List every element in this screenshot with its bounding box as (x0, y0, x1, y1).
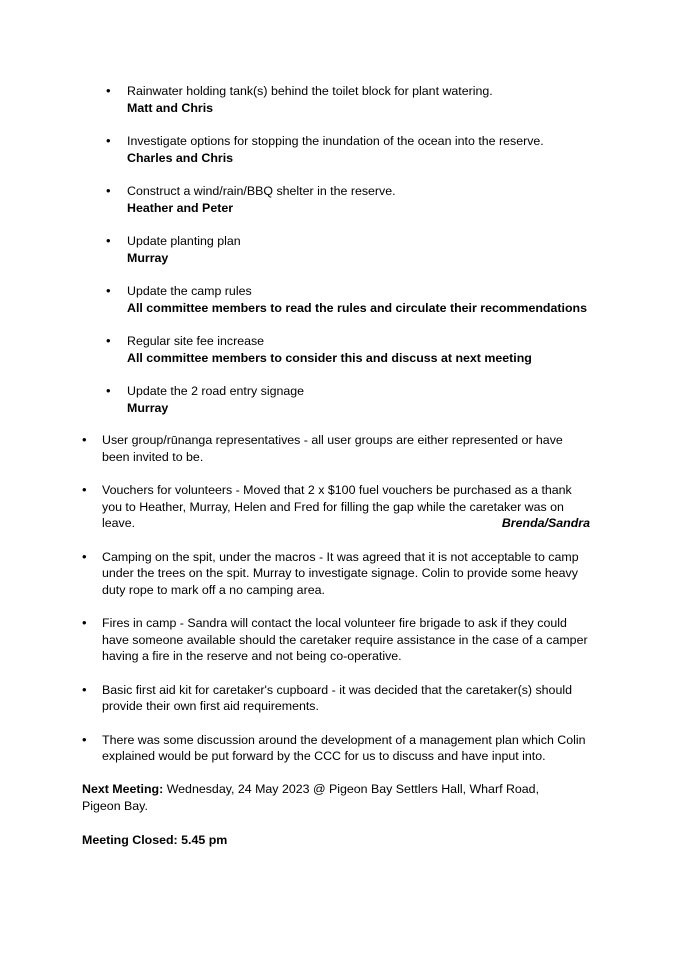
action-item-text: Update planting plan (127, 234, 241, 248)
action-item-owner: Murray (127, 250, 169, 265)
list-item (0, 83, 675, 133)
minutes-item-text: Vouchers for volunteers - Moved that 2 x $100 fuel vouchers be purchased as a thank you to Heather, Murray, Helen and Fred for filling the gap while the caretaker was on (102, 483, 572, 514)
list-item (0, 615, 675, 665)
next-meeting-details: Wednesday, 24 May 2023 @ Pigeon Bay Settlers Hall, Wharf Road, Pigeon Bay. (82, 782, 540, 813)
list-item (0, 732, 675, 765)
action-item-text: Regular site fee increase (127, 334, 265, 348)
action-item-owner: Murray (127, 400, 169, 415)
bullet: • (82, 731, 87, 747)
bullet: • (82, 482, 87, 497)
action-item-owner: All committee members to consider this and discuss at next meeting (127, 350, 532, 365)
bullet: • (106, 183, 111, 198)
bullet: • (82, 681, 87, 697)
action-item-owner: Heather and Peter (127, 200, 234, 215)
list-item (0, 283, 675, 333)
bullet: • (106, 333, 111, 348)
action-item-text: Rainwater holding tank(s) behind the toilet block for plant watering. (127, 84, 493, 98)
list-item (0, 482, 675, 532)
list-item (0, 133, 675, 183)
bullet: • (82, 615, 87, 630)
action-items-list (0, 83, 675, 433)
list-item (0, 383, 675, 433)
action-item-text: Investigate options for stopping the inundation of the ocean into the reserve. (127, 134, 544, 148)
next-meeting (82, 781, 552, 814)
minutes-item-text-end: leave. (102, 516, 136, 530)
minutes-item-text: User group/rūnanga representatives - all user groups are either represented or have been invited to be. (102, 433, 563, 464)
mover-seconder-initials: Brenda/Sandra (501, 516, 590, 530)
action-item-text: Update the camp rules (127, 284, 252, 298)
action-item-owner: Charles and Chris (127, 150, 234, 165)
bullet: • (106, 233, 111, 248)
bullet: • (106, 83, 111, 98)
bullet: • (82, 432, 87, 447)
minutes-item-text: There was some discussion around the development of a management plan which Colin explained would be put forward by the CCC for us to discuss and have input into. (102, 732, 586, 763)
meeting-closed: Meeting Closed: 5.45 pm (82, 833, 228, 847)
next-meeting-label: Next Meeting: (82, 782, 164, 796)
list-item (0, 432, 675, 465)
minutes-items-list (0, 432, 675, 782)
action-item-owner: All committee members to read the rules and circulate their recommendations (127, 300, 587, 315)
list-item (0, 183, 675, 233)
minutes-item-text: Camping on the spit, under the macros - It was agreed that it is not acceptable to camp under the trees on the spit. Murray to investigate signage. Colin to provide some heavy duty rope to mark off a no camping area. (102, 549, 579, 597)
bullet: • (106, 383, 111, 398)
list-item (0, 333, 675, 383)
action-item-owner: Matt and Chris (127, 100, 214, 115)
minutes-item-text: Fires in camp - Sandra will contact the local volunteer fire brigade to ask if they could have someone available should the caretaker require assistance in the case of a camper having a fire in the reserve and not being co-operative. (102, 616, 588, 663)
action-item-text: Update the 2 road entry signage (127, 384, 305, 398)
minutes-item-text: Basic first aid kit for caretaker's cupboard - it was decided that the caretaker(s) should provide their own first aid requirements. (102, 682, 572, 713)
bullet: • (106, 283, 111, 298)
list-item (0, 549, 675, 599)
action-item-text: Construct a wind/rain/BBQ shelter in the reserve. (127, 184, 396, 198)
list-item (0, 233, 675, 283)
bullet: • (82, 548, 87, 564)
list-item (0, 682, 675, 715)
bullet: • (106, 133, 111, 148)
